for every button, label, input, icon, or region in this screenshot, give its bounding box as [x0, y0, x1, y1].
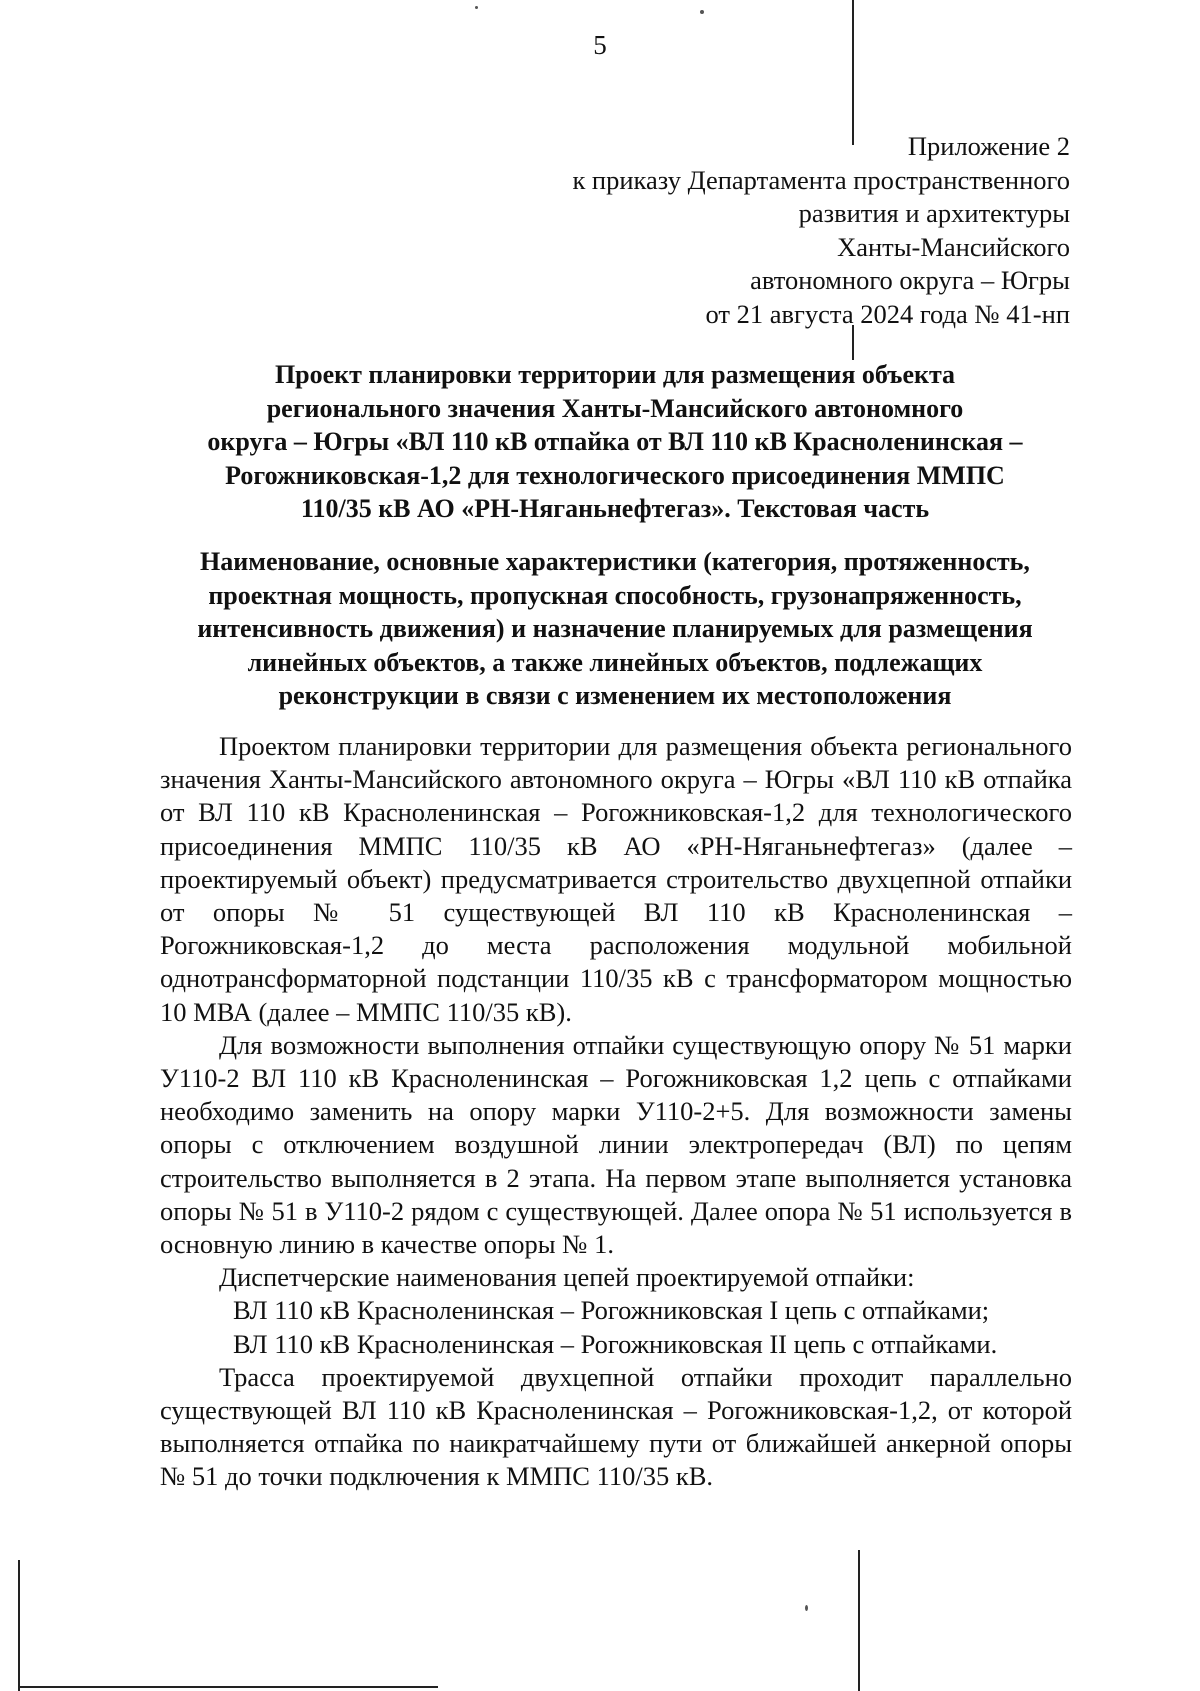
appendix-line: к приказу Департамента пространственного — [572, 164, 1070, 195]
scan-artifact-speck — [475, 6, 478, 9]
scan-artifact-line — [852, 0, 854, 145]
scan-artifact-speck — [805, 1605, 808, 1611]
document-title — [160, 358, 1070, 526]
appendix-line: от 21 августа 2024 года № 41-нп — [705, 298, 1070, 329]
body-paragraph: Для возможности выполнения отпайки существующую опору № 51 марки У110-2 ВЛ 110 кВ Красноленинская – Рогожниковская 1,2 цепь с отпайками необходимо заменить на опору марки У110-2+5. Для возможности замены опоры с отключением воздушной линии электропередач (ВЛ) по цепям строительство выполняется в 2 этапа. На первом этапе выполняется установка опоры № 51 в У110-2 рядом с существующей. Далее опора № 51 используется в основную линию в качестве опоры № 1. — [160, 1029, 1072, 1260]
appendix-line: Приложение 2 — [907, 131, 1070, 161]
heading-line: линейных объектов, а также линейных объектов, подлежащих — [247, 647, 983, 677]
title-line: округа – Югры «ВЛ 110 кВ отпайка от ВЛ 110 кВ Красноленинская – — [207, 427, 1023, 456]
heading-line: интенсивность движения) и назначение планируемых для размещения — [197, 614, 1033, 643]
appendix-line: развития и архитектуры — [798, 198, 1070, 228]
heading-line: реконструкции в связи с изменением их местоположения — [278, 681, 952, 710]
section-heading — [150, 545, 1080, 713]
appendix-block — [572, 130, 1070, 331]
title-line: Проект планировки территории для размещения объекта — [274, 360, 956, 389]
page-number: 5 — [593, 30, 607, 60]
body-paragraph: Проектом планировки территории для размещения объекта регионального значения Ханты-Мансийского автономного округа – Югры «ВЛ 110 кВ отпайка от ВЛ 110 кВ Красноленинская – Рогожниковская-1,2 для технологического присоединения ММПС 110/35 кВ АО «РН-Няганьнефтегаз» (далее – проектируемый объект) предусматривается строительство двухцепной отпайки от опоры № 51 существующей ВЛ 110 кВ Красноленинская – Рогожниковская-1,2 до места расположения модульной мобильной однотрансформаторной подстанции 110/35 кВ с трансформатором мощностью 10 МВА (далее – ММПС 110/35 кВ). — [160, 731, 1072, 1027]
appendix-line: Ханты-Мансийского — [837, 231, 1070, 262]
scan-artifact-line — [858, 1550, 860, 1691]
title-line: 110/35 кВ АО «РН-Няганьнефтегаз». Текстовая часть — [300, 494, 930, 523]
title-line: Рогожниковская-1,2 для технологического присоединения ММПС — [225, 460, 1005, 490]
body-text — [160, 730, 1072, 1494]
circuit-list-item: ВЛ 110 кВ Красноленинская – Рогожниковская I цепь с отпайками; — [233, 1295, 990, 1326]
scan-artifact-line — [18, 1686, 438, 1688]
body-paragraph: Диспетчерские наименования цепей проектируемой отпайки: — [219, 1262, 915, 1293]
heading-line: Наименование, основные характеристики (категория, протяженность, — [200, 547, 1030, 576]
body-paragraph: Трасса проектируемой двухцепной отпайки проходит параллельно существующей ВЛ 110 кВ Красноленинская – Рогожниковская-1,2, от которой выполняется отпайка по наикратчайшему пути от ближайшей анкерной опоры № 51 до точки подключения к ММПС 110/35 кВ. — [160, 1361, 1072, 1492]
circuit-list-item: ВЛ 110 кВ Красноленинская – Рогожниковская II цепь с отпайками. — [233, 1328, 998, 1359]
appendix-line: автономного округа – Югры — [750, 265, 1070, 295]
title-line: регионального значения Ханты-Мансийского автономного — [266, 393, 964, 423]
heading-line: проектная мощность, пропускная способность, грузонапряженность, — [208, 580, 1022, 610]
scan-artifact-speck — [700, 10, 704, 14]
scan-artifact-line — [18, 1560, 20, 1691]
